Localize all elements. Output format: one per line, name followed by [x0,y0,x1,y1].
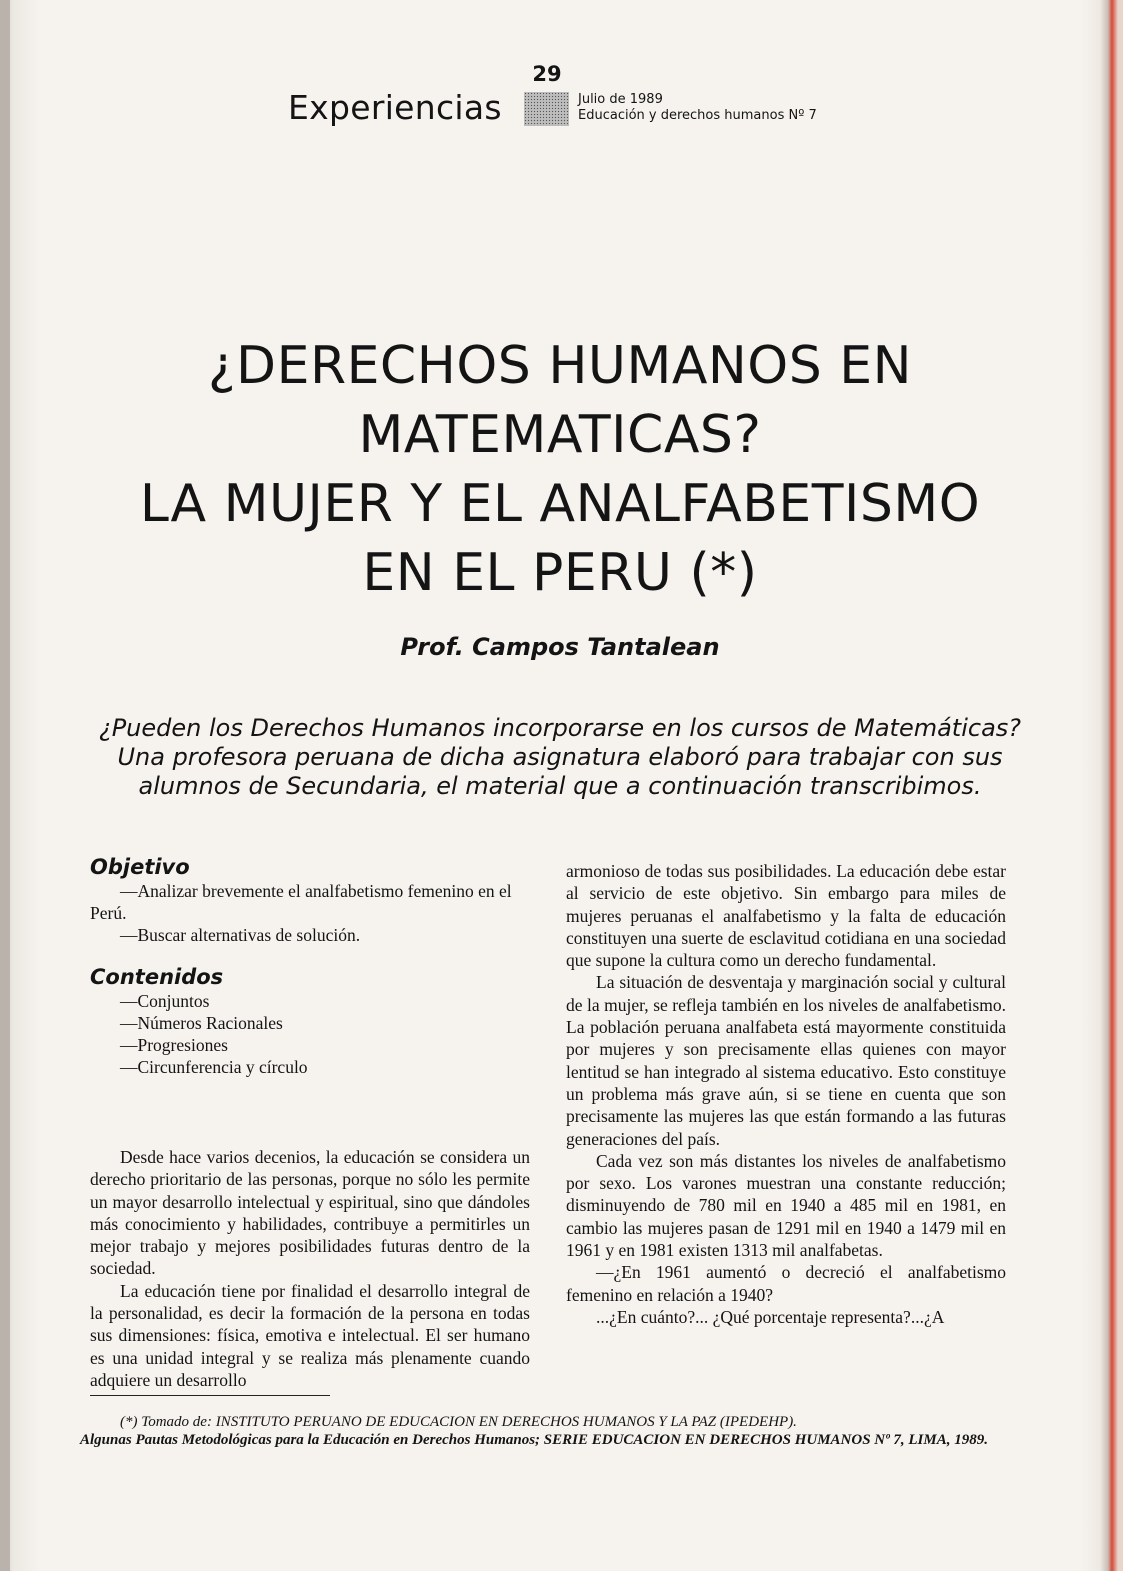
spacer [90,1078,530,1146]
objetivo-item: —Buscar alternativas de solución. [120,925,361,945]
body-paragraph: Desde hace varios decenios, la educación se considera un derecho prioritario de las personas, porque no sólo les permite un mayor desarrollo intelectual y espiritual, sino que dándoles más conocimiento y habilidades, contribuye a permitirles un mejor trabajo y mejores posibilidades futuras dentro de la sociedad. [90,1147,530,1279]
contenidos-item: —Circunferencia y círculo [120,1057,308,1077]
article-lead: ¿Pueden los Derechos Humanos incorporarse en los cursos de Matemáticas? Una profesora peruana de dicha asignatura elaboró para trabajar con sus alumnos de Secundaria, el material que a continuación transcribimos. [98,714,1022,800]
contenidos-item: —Conjuntos [120,991,210,1011]
footnote [80,1413,1020,1449]
title-line: EN EL PERU (*) [362,543,758,603]
contenidos-heading: Contenidos [90,965,224,989]
contenidos-item: —Números Racionales [120,1013,283,1033]
article-author: Prof. Campos Tantalean [400,633,720,661]
publication-info [578,92,817,124]
page-binding-edge [0,0,10,1571]
contenidos-item: —Progresiones [120,1035,228,1055]
title-line: ¿DERECHOS HUMANOS EN [207,336,913,396]
body-paragraph: La situación de desventaja y marginación social y cultural de la mujer, se refleja también en los niveles de analfabetismo. La población peruana analfabeta está mayormente constituida por mujeres y son precisamente ellas quienes con mayor lentitud se han integrado al sistema educativo. Esto constituye un problema más grave aún, si se tiene en cuenta que son precisamente las mujeres las que están formando a las futuras generaciones del país. [566,972,1006,1149]
title-line: MATEMATICAS? [358,405,762,465]
objetivo-heading: Objetivo [90,855,190,879]
issue-date: Julio de 1989 [578,92,663,107]
right-column [566,860,1006,1328]
footnote-divider [90,1395,330,1396]
halftone-box [524,92,569,126]
body-paragraph: La educación tiene por finalidad el desarrollo integral de la personalidad, es decir la formación de la persona en todas sus dimensiones: física, emotiva e intelectual. El ser humano es una unidad integral y se realiza más plenamente cuando adquiere un desarrollo [90,1280,530,1390]
publication-name: Educación y derechos humanos Nº 7 [578,108,817,123]
question-paragraph: —¿En 1961 aumentó o decreció el analfabetismo femenino en relación a 1940? [566,1262,1006,1305]
footnote-source: (*) Tomado de: INSTITUTO PERUANO DE EDUCACION EN DERECHOS HUMANOS Y LA PAZ (IPEDEHP). [120,1414,797,1430]
section-title: Experiencias [288,88,502,127]
footnote-reference: Algunas Pautas Metodológicas para la Educación en Derechos Humanos; SERIE EDUCACION EN DERECHOS HUMANOS Nº 7, LIMA, 1989. [80,1432,988,1448]
body-paragraph: Cada vez son más distantes los niveles de analfabetismo por sexo. Los varones muestran una constante reducción; disminuyendo de 780 mil en 1940 a 485 mil en 1981, en cambio las mujeres pasan de 1291 mil en 1940 a 1479 mil en 1961 y en 1981 existen 1313 mil analfabetas. [566,1150,1006,1261]
title-line: LA MUJER Y EL ANALFABETISMO [139,474,981,534]
left-column [90,854,530,1391]
body-paragraph: armonioso de todas sus posibilidades. La educación debe estar al servicio de este objetivo. Sin embargo para miles de mujeres peruanas el analfabetismo y la falta de educación constituyen una suerte de esclavitud cotidiana en una sociedad que supone la cultura como un derecho fundamental. [566,861,1006,971]
question-paragraph: ...¿En cuánto?... ¿Qué porcentaje representa?...¿A [596,1306,945,1327]
objetivo-item: —Analizar brevemente el analfabetismo femenino en el Perú. [90,881,512,923]
article-title [60,332,1060,608]
page-number: 29 [532,62,562,86]
